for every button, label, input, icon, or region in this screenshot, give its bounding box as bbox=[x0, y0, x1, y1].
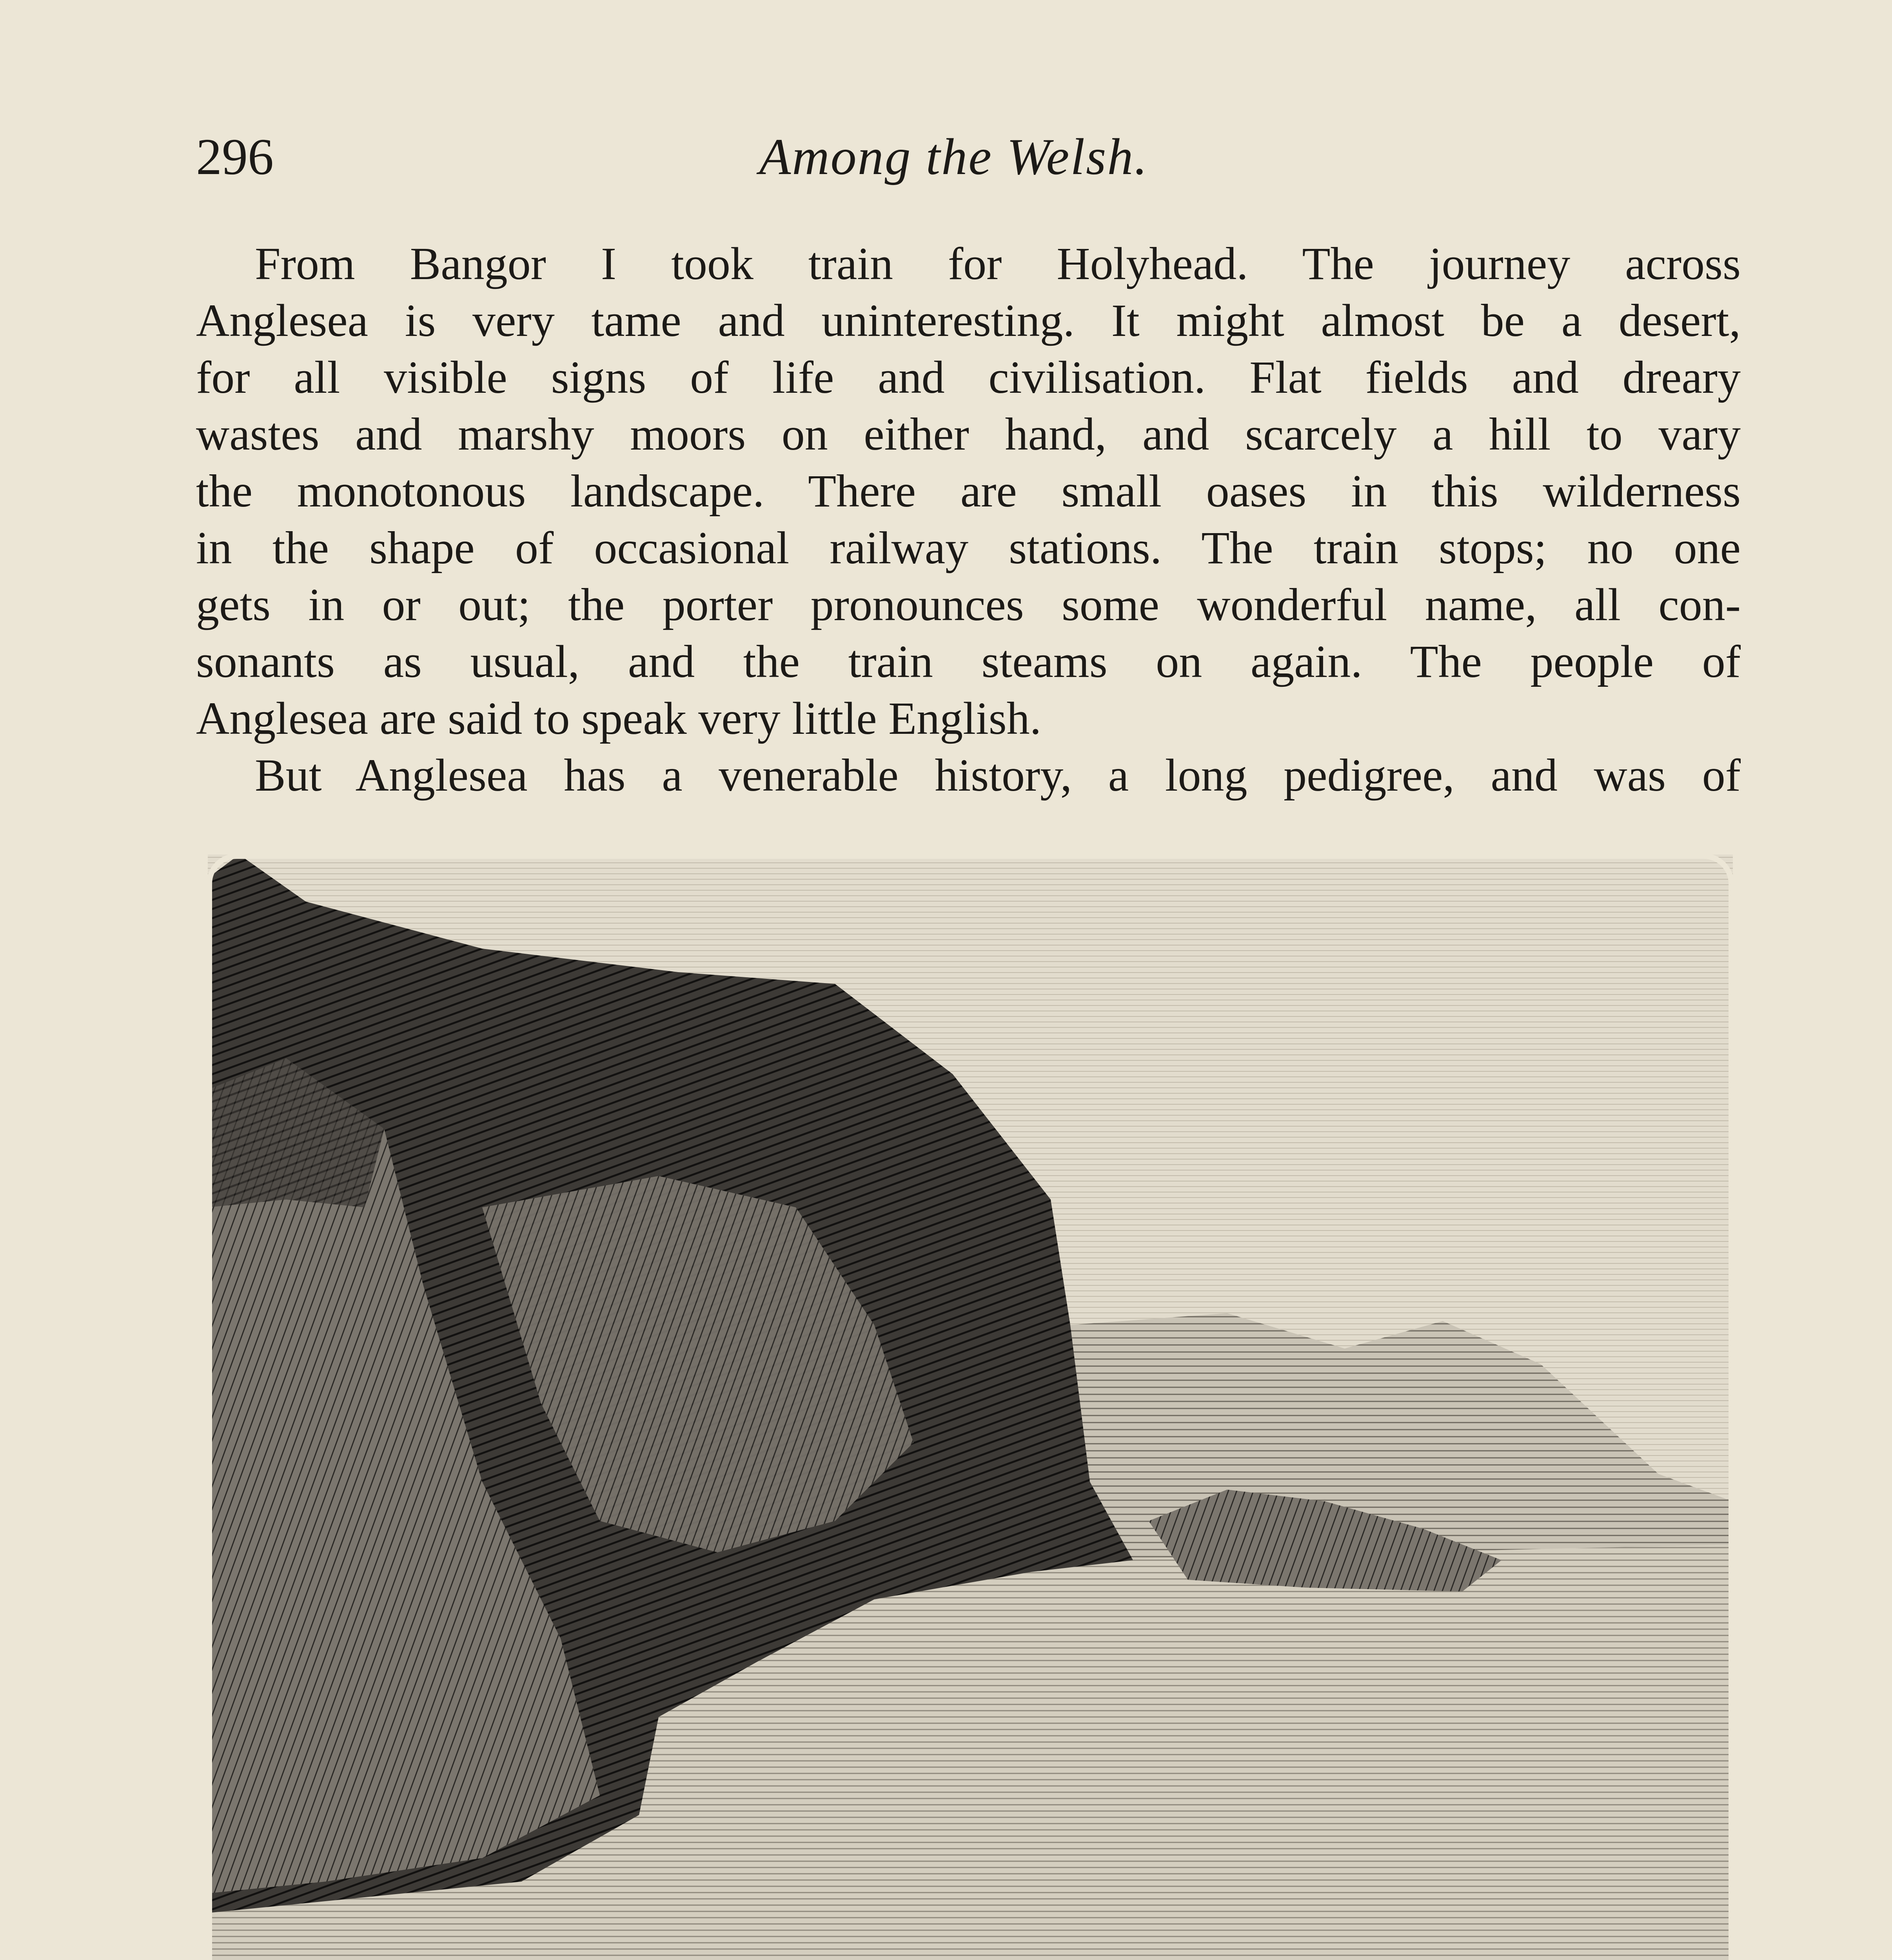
engraving-rocks-illustration bbox=[208, 855, 1733, 1960]
text-line: the monotonous landscape. There are small oases in this wilderness bbox=[196, 465, 1741, 517]
text-line: Anglesea is very tame and uninteresting. It might almost be a desert, bbox=[196, 295, 1741, 346]
text-line: But Anglesea has a venerable history, a long pedigree, and was of bbox=[255, 750, 1741, 801]
page-header bbox=[196, 118, 1712, 204]
text-line: sonants as usual, and the train steams on again. The people of bbox=[196, 636, 1741, 687]
text-line: From Bangor I took train for Holyhead. The journey across bbox=[255, 238, 1741, 289]
text-line: wastes and marshy moors on either hand, and scarcely a hill to vary bbox=[196, 408, 1741, 460]
text-line: for all visible signs of life and civilisation. Flat fields and dreary bbox=[196, 352, 1741, 403]
paragraph-top bbox=[196, 235, 1741, 804]
text-line: gets in or out; the porter pronounces some wonderful name, all con- bbox=[196, 579, 1741, 630]
running-title: Among the Welsh. bbox=[759, 128, 1149, 185]
page-number: 296 bbox=[196, 128, 274, 185]
text-line: Anglesea are said to speak very little English. bbox=[196, 693, 1042, 744]
text-line: in the shape of occasional railway stations. The train stops; no one bbox=[196, 522, 1741, 573]
